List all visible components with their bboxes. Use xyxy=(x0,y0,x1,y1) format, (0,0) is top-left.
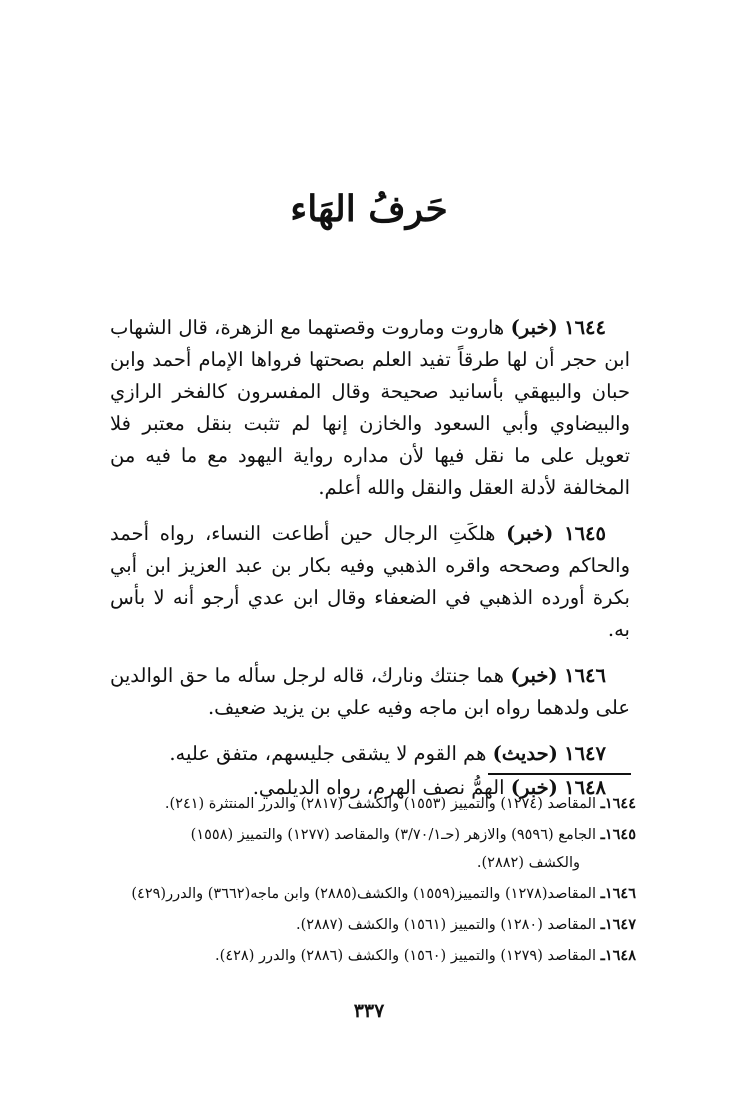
footnote-continuation: والكشف (٢٨٨٢). xyxy=(476,855,580,871)
entry-text: هاروت وماروت وقصتهما مع الزهرة، قال الشهاب ابن حجر أن لها طرقاً تفيد العلم بصحتها فرواها الإمام أحمد وابن حبان والبيهقي بأسانيد صحيحة وقال المفسرون كالفخر الرازي والبيضاوي وأبي السعود والخازن إنها لم تثبت بنقل معتبر فلا تعويل على ما نقل فيها لأن مداره رواية اليهود مع ما فيه من المخالفة لأدلة العقل والنقل والله أعلم. xyxy=(110,316,630,499)
entry-1644 xyxy=(110,312,630,504)
entry-tag: (خبر) xyxy=(510,664,558,687)
entry-1645 xyxy=(110,518,630,646)
footnote-text: المقاصد (١٢٧٤) والتمييز (١٥٥٣) والكشف (٢٨١٧) والدرر المنتثرة (٢٤١). xyxy=(164,796,596,812)
footnote-1647 xyxy=(116,911,636,939)
footnote-text: المقاصد (١٢٨٠) والتمييز (١٥٦١) والكشف (٢٨٨٧). xyxy=(296,917,596,933)
footnote-text: الجامع (٩٥٩٦) والازهر (حـ٣/٧٠/١) والمقاصد (١٢٧٧) والتمييز (١٥٥٨) xyxy=(190,827,596,843)
entry-1646 xyxy=(110,660,630,724)
footnote-1645 xyxy=(116,821,636,877)
main-text xyxy=(110,312,630,806)
footnote-separator xyxy=(488,773,631,775)
entry-text: هما جنتك ونارك، قاله لرجل سأله ما حق الوالدين على ولدهما رواه ابن ماجه وفيه علي بن يزيد ضعيف. xyxy=(110,664,630,719)
entry-tag: (خبر) xyxy=(510,776,558,799)
footnote-1648 xyxy=(116,942,636,970)
page-number: ٣٣٧ xyxy=(353,1000,385,1022)
footnote-1644 xyxy=(116,790,636,818)
entry-tag: (حديث) xyxy=(492,742,558,765)
entry-text: الهمُّ نصف الهرم، رواه الديلمي. xyxy=(252,776,505,799)
entry-number: ١٦٤٨ xyxy=(564,776,606,799)
chapter-title: حَرفُ الهَاء xyxy=(290,188,448,230)
footnote-number: ١٦٤٧ـ xyxy=(600,916,636,933)
entry-text: هم القوم لا يشقى جليسهم، متفق عليه. xyxy=(169,742,487,765)
footnote-1646 xyxy=(116,880,636,908)
footnote-number: ١٦٤٤ـ xyxy=(600,795,636,812)
entry-number: ١٦٤٥ xyxy=(564,522,606,545)
entry-1647 xyxy=(110,738,630,770)
entry-tag: (خبر) xyxy=(506,522,554,545)
entry-number: ١٦٤٦ xyxy=(564,664,607,687)
footnote-text: المقاصد (١٢٧٩) والتمييز (١٥٦٠) والكشف (٢٨٨٦) والدرر (٤٢٨). xyxy=(215,948,596,964)
footnote-number: ١٦٤٥ـ xyxy=(600,826,636,843)
footnote-number: ١٦٤٨ـ xyxy=(600,947,636,964)
footnote-text: المقاصد(١٢٧٨) والتمييز(١٥٥٩) والكشف(٢٨٨٥) وابن ماجه(٣٦٦٢) والدرر(٤٢٩) xyxy=(131,886,596,902)
entry-number: ١٦٤٤ xyxy=(564,316,606,339)
footnote-number: ١٦٤٦ـ xyxy=(600,885,636,902)
entry-number: ١٦٤٧ xyxy=(564,742,606,765)
entry-tag: (خبر) xyxy=(510,316,558,339)
footnotes xyxy=(116,790,636,973)
entry-text: هلكَتِ الرجال حين أطاعت النساء، رواه أحمد والحاكم وصححه واقره الذهبي وفيه بكار بن عبد العزيز ابن أبي بكرة أورده الذهبي في الضعفاء وقال ابن عدي أرجو أنه لا بأس به. xyxy=(110,522,630,641)
